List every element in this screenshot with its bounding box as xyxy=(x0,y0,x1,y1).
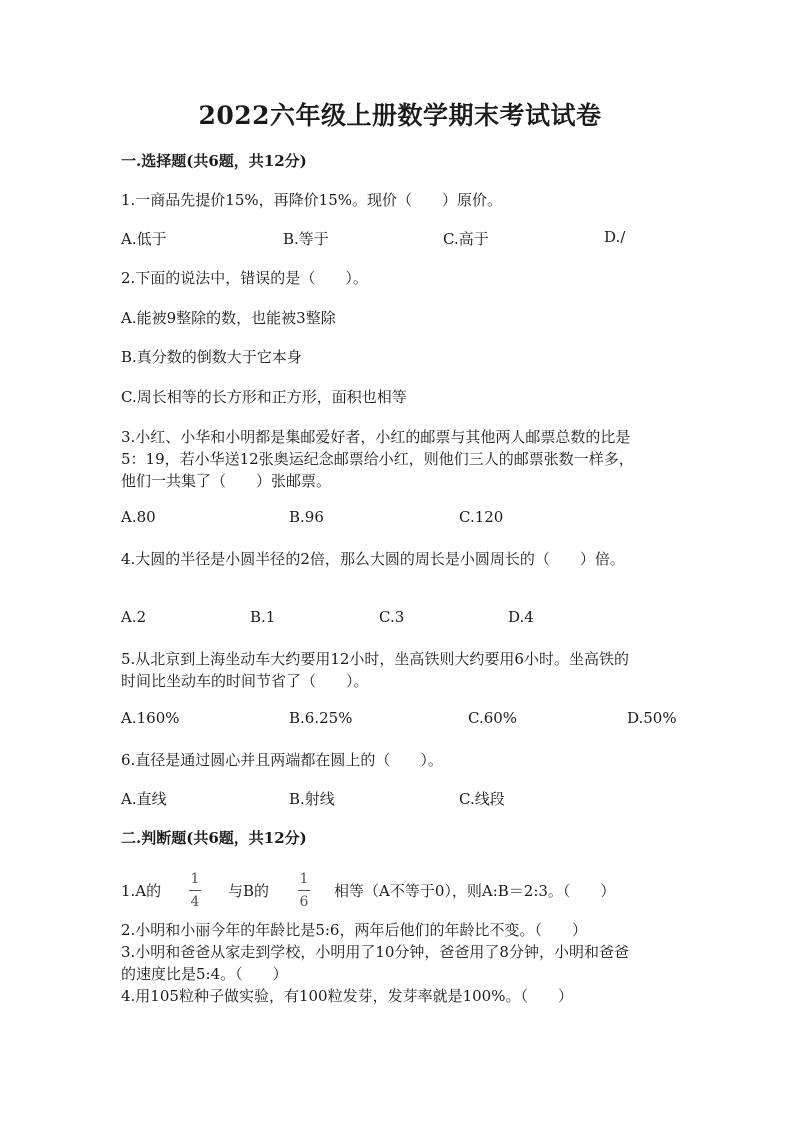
question-1: 1.一商品先提价15%，再降价15%。现价（ ）原价。 xyxy=(121,191,502,209)
fraction-one-sixth xyxy=(298,871,310,910)
option-c: C.高于 xyxy=(443,230,489,248)
judgment-1-part-2: 与B的 xyxy=(228,882,270,900)
fraction-one-quarter xyxy=(189,871,201,910)
option-b: B.等于 xyxy=(283,230,329,248)
question-5-line-2: 时间比坐动车的时间节省了（ ）。 xyxy=(121,672,369,690)
section-heading-judgment: 二.判断题(共6题，共12分) xyxy=(121,829,307,847)
judgment-1-part-3: 相等（A不等于0），则A:B＝2:3。（ ） xyxy=(334,882,616,900)
option-b: B.96 xyxy=(289,508,324,526)
question-3-line-2: 5：19，若小华送12张奥运纪念邮票给小红，则他们三人的邮票张数一样多， xyxy=(121,450,634,468)
option-c: C.60% xyxy=(468,709,518,727)
judgment-4: 4.用105粒种子做实验，有100粒发芽，发芽率就是100%。（ ） xyxy=(121,987,573,1005)
fraction-bar xyxy=(189,890,201,891)
fraction-numerator: 1 xyxy=(299,871,309,887)
option-b: B.射线 xyxy=(289,790,335,808)
question-3-line-1: 3.小红、小华和小明都是集邮爱好者，小红的邮票与其他两人邮票总数的比是 xyxy=(121,428,631,446)
fraction-denominator: 6 xyxy=(299,894,309,910)
judgment-3-line-2: 的速度比是5:4。（ ） xyxy=(121,965,288,983)
question-6: 6.直径是通过圆心并且两端都在圆上的（ ）。 xyxy=(121,751,443,769)
option-d: D./ xyxy=(604,228,626,246)
option-a: A.能被9整除的数，也能被3整除 xyxy=(121,309,336,327)
option-d: D.4 xyxy=(508,608,534,626)
option-a: A.2 xyxy=(121,608,147,626)
question-4: 4.大圆的半径是小圆半径的2倍，那么大圆的周长是小圆周长的（ ）倍。 xyxy=(121,550,625,568)
option-b: B.1 xyxy=(250,608,276,626)
question-5-line-1: 5.从北京到上海坐动车大约要用12小时，坐高铁则大约要用6小时。坐高铁的 xyxy=(121,650,629,668)
option-c: C.周长相等的长方形和正方形，面积也相等 xyxy=(121,388,407,406)
fraction-bar xyxy=(298,890,310,891)
option-a: A.80 xyxy=(121,508,156,526)
judgment-2: 2.小明和小丽今年的年龄比是5:6，两年后他们的年龄比不变。（ ） xyxy=(121,921,587,939)
judgment-1-part-1: 1.A的 xyxy=(121,882,162,900)
fraction-denominator: 4 xyxy=(190,894,200,910)
option-d: D.50% xyxy=(627,709,677,727)
option-c: C.3 xyxy=(379,608,405,626)
option-b: B.6.25% xyxy=(289,709,353,727)
page-title: 2022六年级上册数学期末考试试卷 xyxy=(198,101,602,130)
option-a: A.直线 xyxy=(121,790,167,808)
option-c: C.线段 xyxy=(459,790,505,808)
question-2: 2.下面的说法中，错误的是（ ）。 xyxy=(121,269,368,287)
option-a: A.160% xyxy=(121,709,180,727)
option-a: A.低于 xyxy=(121,230,167,248)
judgment-3-line-1: 3.小明和爸爸从家走到学校，小明用了10分钟，爸爸用了8分钟，小明和爸爸 xyxy=(121,943,629,961)
option-b: B.真分数的倒数大于它本身 xyxy=(121,348,302,366)
question-3-line-3: 他们一共集了（ ）张邮票。 xyxy=(121,472,332,490)
section-heading-choice: 一.选择题(共6题，共12分) xyxy=(121,152,307,170)
option-c: C.120 xyxy=(459,508,504,526)
fraction-numerator: 1 xyxy=(190,871,200,887)
